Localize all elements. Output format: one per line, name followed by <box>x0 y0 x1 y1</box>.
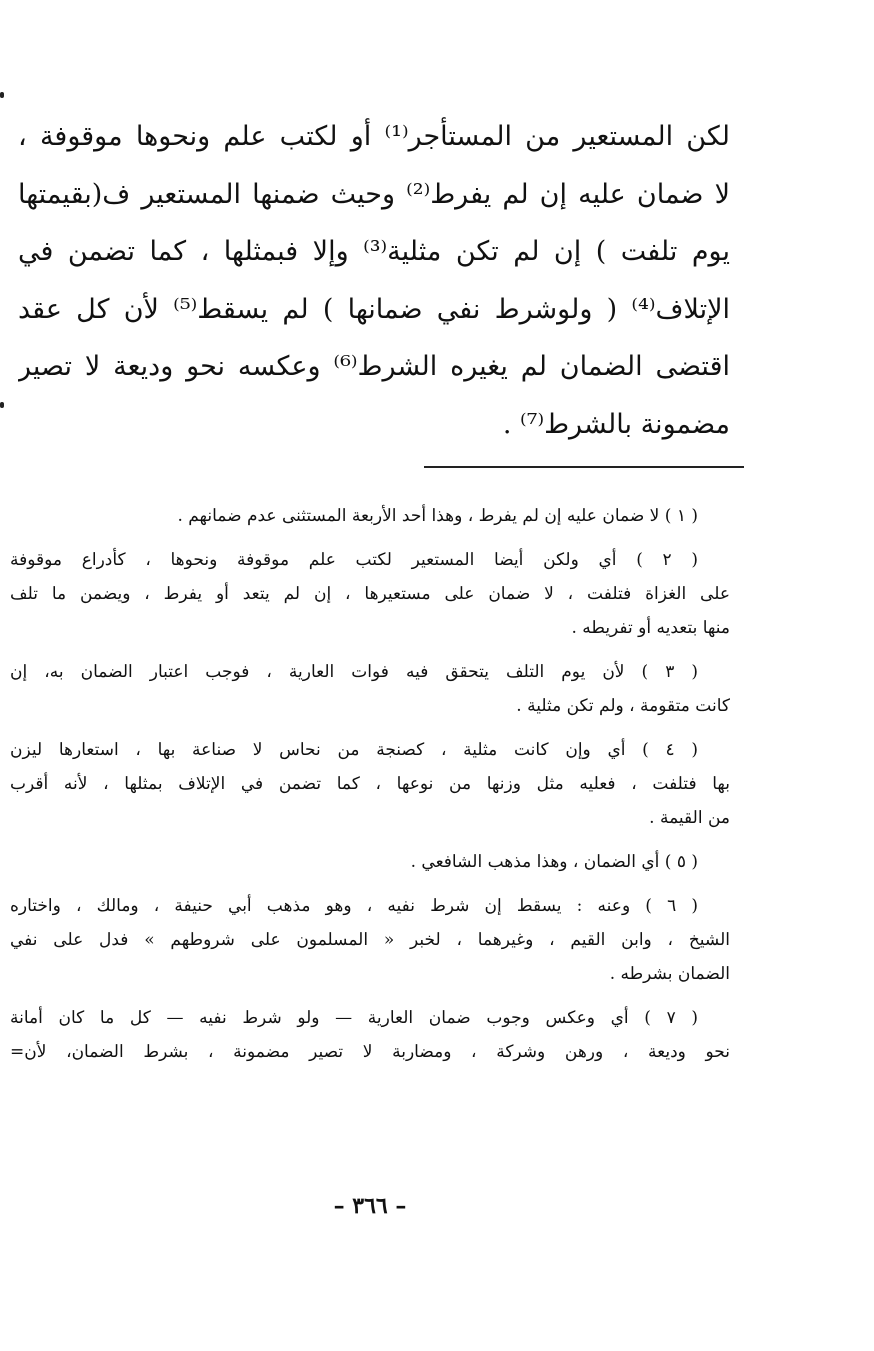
footnote-line: كانت متقومة ، ولم تكن مثلية . <box>516 696 730 716</box>
footnote-line: نحو وديعة ، ورهن وشركة ، ومضاربة لا تصير مضمونة ، بشرط الضمان، لأن= <box>10 1042 730 1062</box>
footnote-separator <box>424 466 744 468</box>
main-text-line: يوم تلفت ) إن لم تكن مثلية⁽³⁾ وإلا فبمثلها ، كما تضمن في <box>18 236 730 267</box>
footnote-line: ( ٧ ) أي وعكس وجوب ضمان العارية — ولو شرط نفيه — كل ما كان أمانة <box>10 1008 698 1028</box>
footnote-line: ( ١ ) لا ضمان عليه إن لم يفرط ، وهذا أحد الأربعة المستثنى عدم ضمانهم . <box>177 506 698 526</box>
main-text-line: الإتلاف⁽⁴⁾ ( ولوشرط نفي ضمانها ) لم يسقط⁽⁵⁾ لأن كل عقد <box>18 293 730 325</box>
footnote-line: ( ٥ ) أي الضمان ، وهذا مذهب الشافعي . <box>410 852 698 872</box>
footnote-line: ( ٦ ) وعنه : يسقط إن شرط نفيه ، وهو مذهب أبي حنيفة ، ومالك ، واختاره <box>10 896 698 916</box>
page-number: – ٣٦٦ – <box>333 1193 407 1219</box>
scan-edge-mark <box>0 92 4 98</box>
footnote-line: ( ٣ ) لأن يوم التلف يتحقق فيه فوات العارية ، فوجب اعتبار الضمان به، إن <box>10 662 698 682</box>
footnote-2 <box>10 543 730 645</box>
footnote-line: ( ٢ ) أي ولكن أيضا المستعير لكتب علم موقوفة ونحوها ، كأدراع موقوفة <box>10 550 698 570</box>
main-text <box>18 108 730 453</box>
footnote-3 <box>10 655 730 723</box>
footnote-7 <box>10 1001 730 1069</box>
footnote-line: الشيخ ، وابن القيم ، وغيرهما ، لخبر « المسلمون على شروطهم » فدل على نفي <box>10 930 730 950</box>
footnote-6 <box>10 889 730 991</box>
main-text-line-last: مضمونة بالشرط⁽⁷⁾ . <box>502 408 730 440</box>
main-text-line: اقتضى الضمان لم يغيره الشرط⁽⁶⁾ وعكسه نحو وديعة لا تصير <box>18 351 730 382</box>
main-text-line: لا ضمان عليه إن لم يفرط⁽²⁾ وحيث ضمنها المستعير ف(بقيمتها <box>18 178 730 210</box>
footnote-1 <box>10 499 730 533</box>
footnote-line: بها فتلفت ، فعليه مثل وزنها من نوعها ، كما تضمن في الإتلاف بمثلها ، لأنه أقرب <box>10 774 730 794</box>
footnote-4 <box>10 733 730 835</box>
footnote-line: من القيمة . <box>649 808 730 828</box>
footnote-line: الضمان بشرطه . <box>609 964 730 984</box>
main-text-line: لكن المستعير من المستأجر⁽¹⁾ أو لكتب علم ونحوها موقوفة ، <box>18 121 730 152</box>
footnotes <box>10 499 730 1079</box>
footnote-line: ( ٤ ) أي وإن كانت مثلية ، كصنجة من نحاس لا صناعة بها ، استعارها ليزن <box>10 740 698 760</box>
scan-edge-mark <box>0 402 4 408</box>
footnote-5 <box>10 845 730 879</box>
footnote-line: منها بتعديه أو تفريطه . <box>571 618 730 638</box>
footnote-line: على الغزاة فتلفت ، لا ضمان على مستعيرها ، إن لم يتعد أو يفرط ، ويضمن ما تلف <box>10 584 730 604</box>
